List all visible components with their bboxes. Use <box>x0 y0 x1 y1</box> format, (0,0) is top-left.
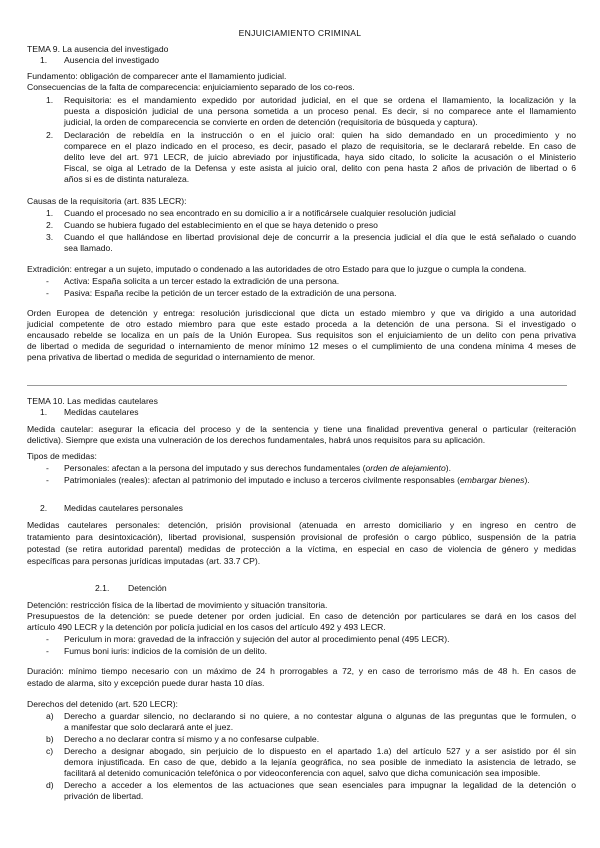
derechos-heading: Derechos del detenido (art. 520 LECR): <box>27 699 178 709</box>
medida-cautelar-text: Medida cautelar: asegurar la eficacia del proceso y de la sentencia y tiene una finalidad preventiva general o particular (reiteración <box>27 424 576 434</box>
list-number: 1. <box>46 208 54 218</box>
causa-item: Cuando se hubiera fugado del establecimiento en el que se haya detenido o preso <box>64 220 378 230</box>
duracion-text: estado de alarma, sito y excepción puede durar hasta 10 días. <box>27 678 265 688</box>
page-header: ENJUICIAMIENTO CRIMINAL <box>238 28 362 38</box>
derecho-item: facilitará al detenido comunicación telefónica o por videoconferencia con aquel, salvo que dicha comunicación sea imposible. <box>64 768 541 778</box>
derecho-item: Derecho a designar abogado, sin perjuicio de lo dispuesto en el apartado 1.a) del artículo 527 y a ser asistido por él sin <box>64 746 576 756</box>
tema9-title: TEMA 9. La ausencia del investigado <box>27 44 169 54</box>
derecho-item: demora injustificada. En caso de que, debido a la lejanía geográfica, no sea posible de inmediato la asistencia de letrado, se <box>64 757 576 767</box>
medidas-personales-text: tratamiento para desintoxicación), libertad provisional, suspensión provisional de profesión o cargo público, suspensión de la patria <box>27 532 576 542</box>
dash-bullet: - <box>46 634 49 644</box>
requisitoria-text: judicial, la orden de comparecencia se convierte en orden de detención (requisitoria de búsqueda y captura). <box>64 117 478 127</box>
derecho-item: Derecho a no declarar contra sí mismo y a no confesarse culpable. <box>64 734 320 744</box>
list-number: 1. <box>46 95 54 105</box>
orden-europea-text: judicial competente de otro estado miembro para que este estado proceda a la detención de una persona. Si el investigado o <box>27 319 576 329</box>
tema9-s1-heading: Ausencia del investigado <box>64 55 160 65</box>
rebeldia-text: años si es de distinta naturaleza. <box>64 174 190 184</box>
derecho-item: a manifestar que solo declarará ante el juez. <box>64 722 234 732</box>
dash-bullet: - <box>46 276 49 286</box>
consecuencias-line: Consecuencias de la falta de comparecencia: enjuiciamiento separado de los co-reos. <box>27 82 355 92</box>
example-italic: embargar bienes <box>459 475 525 485</box>
subsection-number: 2.1. <box>95 583 110 593</box>
extradicion-activa: Activa: España solicita a un tercer estado la extradición de una persona. <box>64 276 340 286</box>
presupuestos-text: artículo 490 LECR y la detención por policía judicial en los casos del artículo 492 y 493 LECR. <box>27 622 386 632</box>
example-italic: orden de alejamiento <box>365 463 446 473</box>
causa-item: sea llamado. <box>64 243 113 253</box>
medidas-personales-text: potestad (se retira autoridad parental) medidas de protección a la víctima, en especial en caso de violencia de género y medidas <box>27 544 576 554</box>
tipo-patrimoniales: Patrimoniales (reales): afectan al patrimonio del imputado e incluso a terceros civilmente responsables (embargar bienes). <box>64 475 530 485</box>
rebeldia-text: Fiscal, se oiga al Letrado de la Defensa y este asista al juicio oral, delito con pena hasta 2 años de privación de libertad o 6 <box>64 163 576 173</box>
list-number: 2. <box>46 130 54 140</box>
dash-bullet: - <box>46 288 49 298</box>
extradicion-pasiva: Pasiva: España recibe la petición de un tercer estado de la extradición de una persona. <box>64 288 397 298</box>
tipo-personales: Personales: afectan a la persona del imputado y sus derechos fundamentales (orden de alejamiento). <box>64 463 451 473</box>
tema10-s1-number: 1. <box>40 407 48 417</box>
duracion-text: Duración: mínimo tiempo necesario con un máximo de 24 h prorrogables a 72, y en caso de terrorismo más de 48 h. En casos de <box>27 666 576 676</box>
medidas-personales-text: específicas para personas jurídicas imputadas (art. 33.7 CP). <box>27 556 261 566</box>
tema9-s1-number: 1. <box>40 55 48 65</box>
causas-heading: Causas de la requisitoria (art. 835 LECR): <box>27 196 187 206</box>
rebeldia-text: comparece en el plazo indicado en el proceso, es decir, pasado el plazo de requisitoria, se le declarará rebelde. En caso de <box>64 141 576 151</box>
causa-item: Cuando el procesado no sea encontrado en su domicilio a ir a notificársele cualquier resolución judicial <box>64 208 456 218</box>
requisitoria-text: Requisitoria: es el mandamiento expedido por autoridad judicial, en el que se ordena el llamamiento, la localización y la <box>64 95 576 105</box>
dash-bullet: - <box>46 646 49 656</box>
periculum-item: Periculum in mora: gravedad de la infracción y sujeción del autor al procedimiento penal (495 LECR). <box>64 634 450 644</box>
orden-europea-text: Orden Europea de detención y entrega: resolución jurisdiccional que dicta un estado miembro y que va dirigido a una autoridad <box>27 308 576 318</box>
list-letter: d) <box>46 780 54 790</box>
fundamento-line: Fundamento: obligación de comparecer ante el llamamiento judicial. <box>27 71 287 81</box>
list-number: 3. <box>46 232 54 242</box>
derecho-item: privación de libertad. <box>64 791 144 801</box>
requisitoria-text: puesta a disposición judicial de una persona sometida a un proceso penal. Es decir, si no comparece ante el llamamiento <box>64 106 576 116</box>
list-letter: b) <box>46 734 54 744</box>
medidas-personales-text: Medidas cautelares personales: detención, prisión provisional (atenuada en arresto domiciliario y en ingreso en centro de <box>27 520 576 530</box>
dash-bullet: - <box>46 463 49 473</box>
derecho-item: Derecho a acceder a los elementos de las actuaciones que sean esenciales para impugnar la legalidad de la detención o <box>64 780 576 790</box>
list-letter: a) <box>46 711 54 721</box>
tema10-title: TEMA 10. Las medidas cautelares <box>27 396 158 406</box>
detencion-heading: Detención <box>128 583 167 593</box>
dash-bullet: - <box>46 475 49 485</box>
tema10-s1-heading: Medidas cautelares <box>64 407 139 417</box>
medida-cautelar-text: delictiva). Siempre que exista una vulneración de los derechos fundamentales, habrá unos requisitos para su aplicación. <box>27 435 486 445</box>
tema10-s2-number: 2. <box>40 503 48 513</box>
extradicion-line: Extradición: entregar a un sujeto, imputado o condenado a las autoridades de otro Estado para que lo juzgue o cumpla la condena. <box>27 264 527 274</box>
tema10-s2-heading: Medidas cautelares personales <box>64 503 183 513</box>
tipos-heading: Tipos de medidas: <box>27 451 97 461</box>
orden-europea-text: encausado rebelde se localiza en un país de la Unión Europea. Sus requisitos son el enjuiciamiento de un delito con pena privativa <box>27 330 576 340</box>
presupuestos-text: Presupuestos de la detención: se puede detener por orden judicial. En caso de detención por particulares se dará en los casos del <box>27 611 576 621</box>
orden-europea-text: pena privativa de libertad o medida de seguridad o internamiento de menor. <box>27 352 316 362</box>
list-number: 2. <box>46 220 54 230</box>
rebeldia-text: Declaración de rebeldía en la instrucción o en el juicio oral: quien ha sido demandado en un procedimiento y no <box>64 130 576 140</box>
rebeldia-text: delito leve del art. 971 LECR, de juicio abreviado por injustificada, haya sido citado, lo solicite la acusación o el Ministerio <box>64 152 576 162</box>
causa-item: Cuando el que hallándose en libertad provisional deje de concurrir a la presencia judicial el día que le está señalado o cuando <box>64 232 576 242</box>
orden-europea-text: de libertad o medida de seguridad o internamiento de menor mínimo 12 meses o el cumplimiento de una condena mínima 4 meses de <box>27 341 576 351</box>
detencion-definition: Detención: restricción física de la libertad de movimiento y situación transitoria. <box>27 600 328 610</box>
section-divider <box>27 385 567 386</box>
fumus-item: Fumus boni iuris: indicios de la comisión de un delito. <box>64 646 268 656</box>
list-letter: c) <box>46 746 54 756</box>
derecho-item: Derecho a guardar silencio, no declarando si no quiere, a no contestar alguna o algunas de las preguntas que le formulen, o <box>64 711 576 721</box>
